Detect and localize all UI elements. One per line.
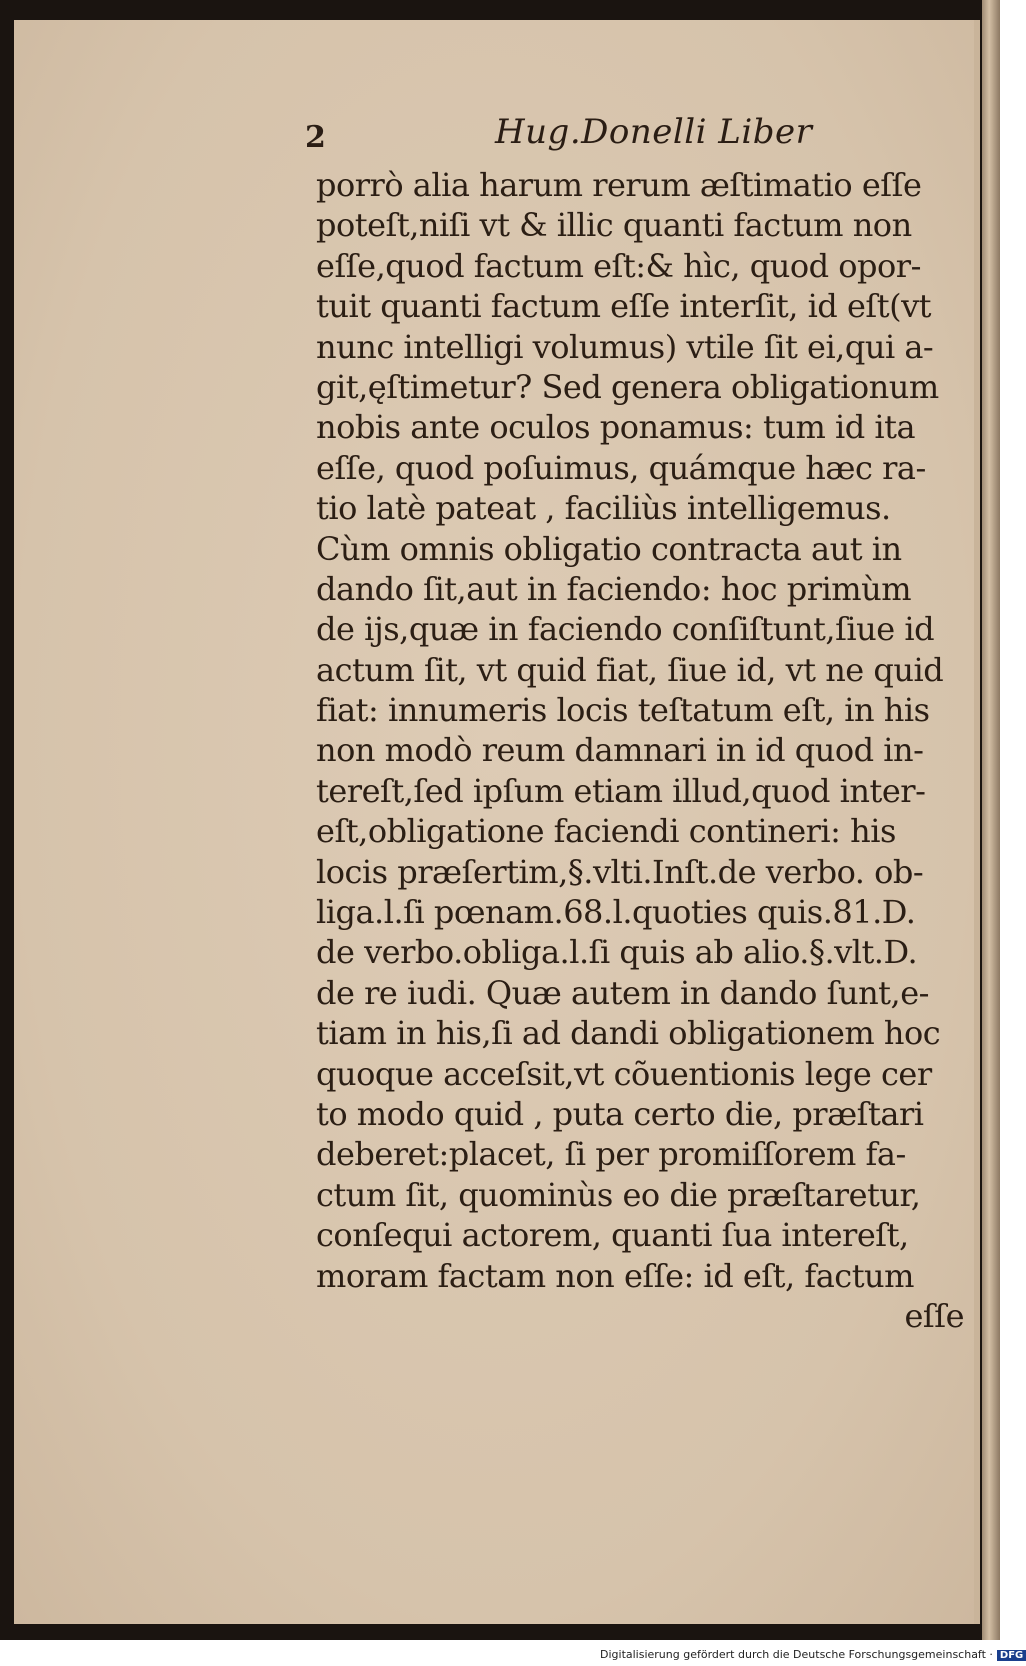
text-line: quoque acceſsit,vt cõuentionis lege cer (316, 1054, 932, 1093)
text-line: moram factam non eſſe: id eſt, factum (316, 1256, 914, 1295)
dfg-logo: DFG (997, 1650, 1026, 1661)
text-line: conſequi actorem, quanti ſua intereſt, (316, 1216, 909, 1255)
text-line: de re iudi. Quæ autem in dando ſunt,e- (316, 973, 929, 1012)
text-line: to modo quid , puta certo die, præſtari (316, 1094, 924, 1133)
text-line: nunc intelligi volumus) vtile ſit ei,qui a- (316, 327, 934, 366)
text-line: fiat: innumeris locis teſtatum eſt, in his (316, 691, 930, 730)
digitization-credit (600, 1648, 1026, 1661)
text-line: tio latè pateat , faciliùs intelligemus. (316, 489, 891, 528)
page-number: 2 (305, 120, 326, 155)
text-line: actum ſit, vt quid fiat, ſiue id, vt ne quid (316, 650, 944, 689)
text-line: poteſt,niſi vt & illic quanti factum non (316, 206, 912, 245)
text-line: Cùm omnis obligatio contracta aut in (316, 529, 902, 568)
credit-text: Digitalisierung gefördert durch die Deutsche Forschungsgemeinschaft · (600, 1648, 993, 1661)
text-line: non modò reum damnari in id quod in- (316, 731, 924, 770)
text-line: tiam in his,ſi ad dandi obligationem hoc (316, 1014, 941, 1053)
text-line: eſt,obligatione faciendi contineri: his (316, 812, 896, 851)
running-title: Hug.Donelli Liber (495, 112, 813, 152)
text-line: de ijs,quæ in faciendo conſiſtunt,ſiue id (316, 610, 935, 649)
text-line: dando ſit,aut in faciendo: hoc primùm (316, 569, 912, 608)
running-head (305, 112, 825, 162)
text-block (316, 165, 976, 1336)
text-line: ctum ſit, quominùs eo die præſtaretur, (316, 1175, 921, 1214)
text-line: porrò alia harum rerum æſtimatio eſſe (316, 166, 922, 204)
text-line: nobis ante oculos ponamus: tum id ita (316, 408, 916, 447)
text-line: eſſe,quod factum eſt:& hìc, quod opor- (316, 246, 921, 285)
text-line: tereſt,ſed ipſum etiam illud,quod inter- (316, 771, 926, 810)
text-line: tuit quanti factum eſſe interſit, id eſt(vt (316, 287, 932, 326)
text-line: locis præſertim,§.vlti.Inſt.de verbo. ob- (316, 852, 924, 891)
text-line: de verbo.obliga.l.ſi quis ab alio.§.vlt.D. (316, 933, 918, 972)
page-edge (982, 0, 1000, 1640)
text-line: liga.l.ſi pœnam.68.l.quoties quis.81.D. (316, 893, 916, 932)
text-line: eſſe, quod poſuimus, quámque hæc ra- (316, 448, 926, 487)
text-line: deberet:placet, ſi per promiſſorem fa- (316, 1135, 906, 1174)
text-line: git,ęſtimetur? Sed genera obligationum (316, 367, 939, 406)
catchword: eſſe (904, 1296, 964, 1335)
